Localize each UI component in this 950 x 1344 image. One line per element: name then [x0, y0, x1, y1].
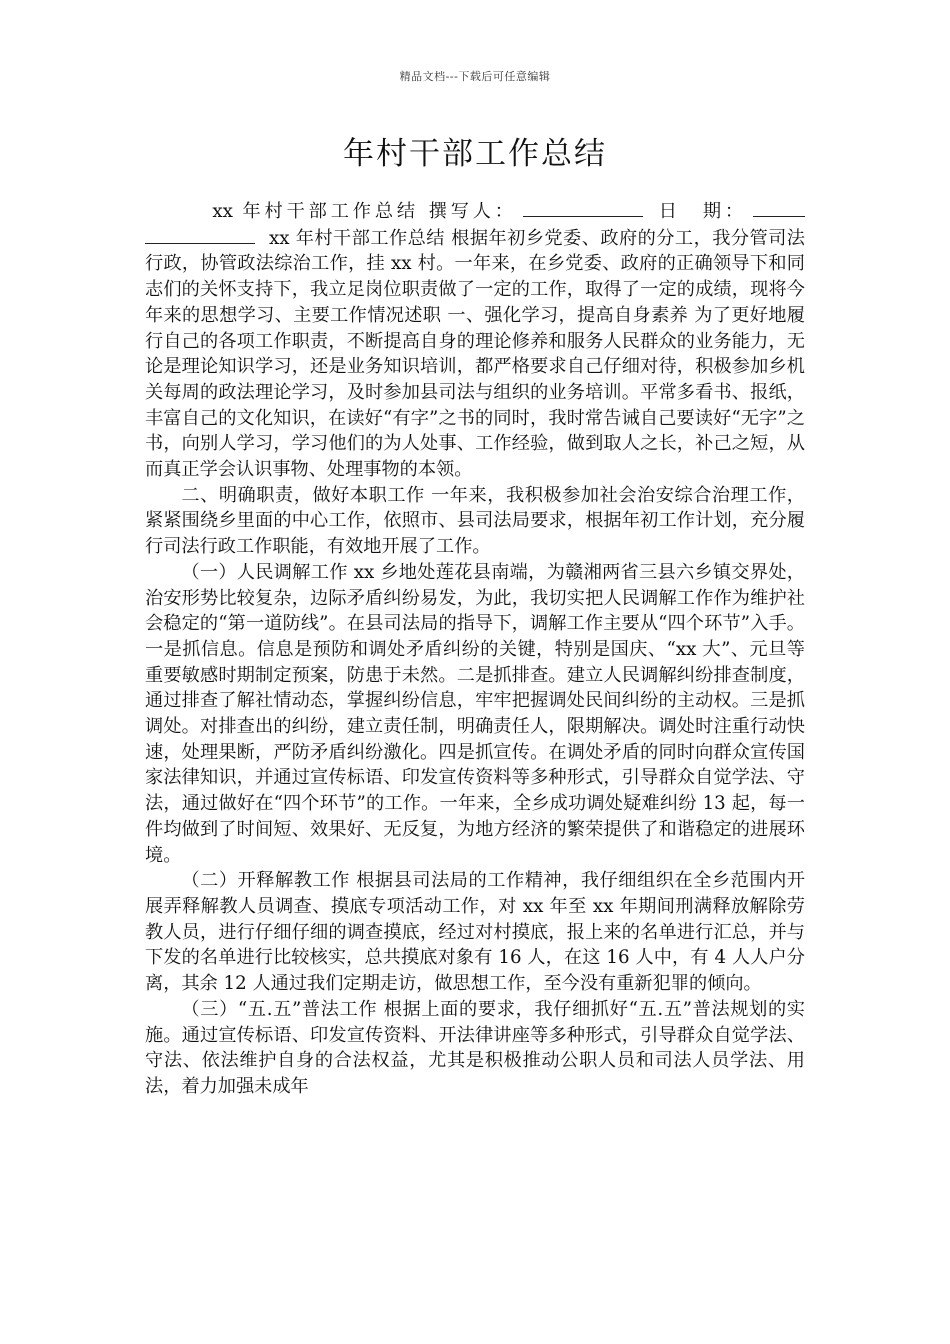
date-label: 日 期：	[654, 201, 747, 222]
document-title: 年村干部工作总结	[343, 136, 607, 172]
date-blank	[753, 198, 805, 217]
meta-line	[145, 198, 805, 483]
paragraph-1: xx 年村干部工作总结 根据年初乡党委、政府的分工，我分管司法行政，协管政法综治工作，挂 xx 村。一年来，在乡党委、政府的正确领导下和同志们的关怀支持下，我立足岗位职责做了一定的工作，取得了一定的成绩，现将今年来的思想学习、主要工作情况述职 一、强化学习，提高自身素养 为了更好地履行自己的各项工作职责，不断提高自身的理论修养和服务人民群众的业务能力，无论是理论知识学习，还是业务知识培训，都严格要求自己仔细对待，积极参加乡机关每周的政法理论学习，及时参加县司法与组织的业务培训。平常多看书、报纸，丰富自己的文化知识，在读好“有字”之书的同时，我时常告诫自己要读好“无字”之书，向别人学习，学习他们的为人处事、工作经验，做到取人之长，补己之短，从而真正学会认识事物、处理事物的本领。	[145, 227, 805, 481]
paragraph-3: （一）人民调解工作 xx 乡地处莲花县南端，为赣湘两省三县六乡镇交界处，治安形势比较复杂，边际矛盾纠纷易发，为此，我切实把人民调解工作作为维护社会稳定的“第一道防线”。在县司法局的指导下，调解工作主要从“四个环节”入手。一是抓信息。信息是预防和调处矛盾纠纷的关键，特别是国庆、“xx 大”、元旦等重要敏感时期制定预案，防患于未然。二是抓排查。建立人民调解纠纷排查制度，通过排查了解社情动态，掌握纠纷信息，牢牢把握调处民间纠纷的主动权。三是抓调处。对排查出的纠纷，建立责任制，明确责任人，限期解决。调处时注重行动快速，处理果断，严防矛盾纠纷激化。四是抓宣传。在调处矛盾的同时向群众宣传国家法律知识，并通过宣传标语、印发宣传资料等多种形式，引导群众自觉学法、守法，通过做好在“四个环节”的工作。一年来，全乡成功调处疑难纠纷 13 起，每一件均做到了时间短、效果好、无反复，为地方经济的繁荣提供了和谐稳定的进展环境。	[145, 561, 805, 866]
paragraph-2: 二、明确职责，做好本职工作 一年来，我积极参加社会治安综合治理工作，紧紧围绕乡里面的中心工作，依照市、县司法局要求，根据年初工作计划，充分履行司法行政工作职能，有效地开展了工作。	[145, 484, 805, 558]
document-body	[145, 198, 805, 1100]
meta-prefix: xx 年村干部工作总结 撰写人：	[212, 201, 517, 222]
paragraph-5: （三）“五.五”普法工作 根据上面的要求，我仔细抓好“五.五”普法规划的实施。通过宣传标语、印发宣传资料、开法律讲座等多种形式，引导群众自觉学法、守法、依法维护自身的合法权益，尤其是积极推动公职人员和司法人员学法、用法，着力加强未成年	[145, 998, 805, 1097]
paragraph-4: （二）开释解教工作 根据县司法局的工作精神，我仔细组织在全乡范围内开展弄释解教人员调查、摸底专项活动工作，对 xx 年至 xx 年期间刑满释放解除劳教人员，进行仔细仔细的调查摸底，经过对村摸底，报上来的名单进行汇总，并与下发的名单进行比较核实，总共摸底对象有 16 人，在这 16 人中，有 4 人人户分离，其余 12 人通过我们定期走访，做思想工作，至今没有重新犯罪的倾向。	[145, 870, 805, 995]
date-blank-continued	[145, 225, 255, 244]
header-note: 精品文档---下载后可任意编辑	[399, 70, 551, 83]
author-blank	[523, 198, 643, 217]
